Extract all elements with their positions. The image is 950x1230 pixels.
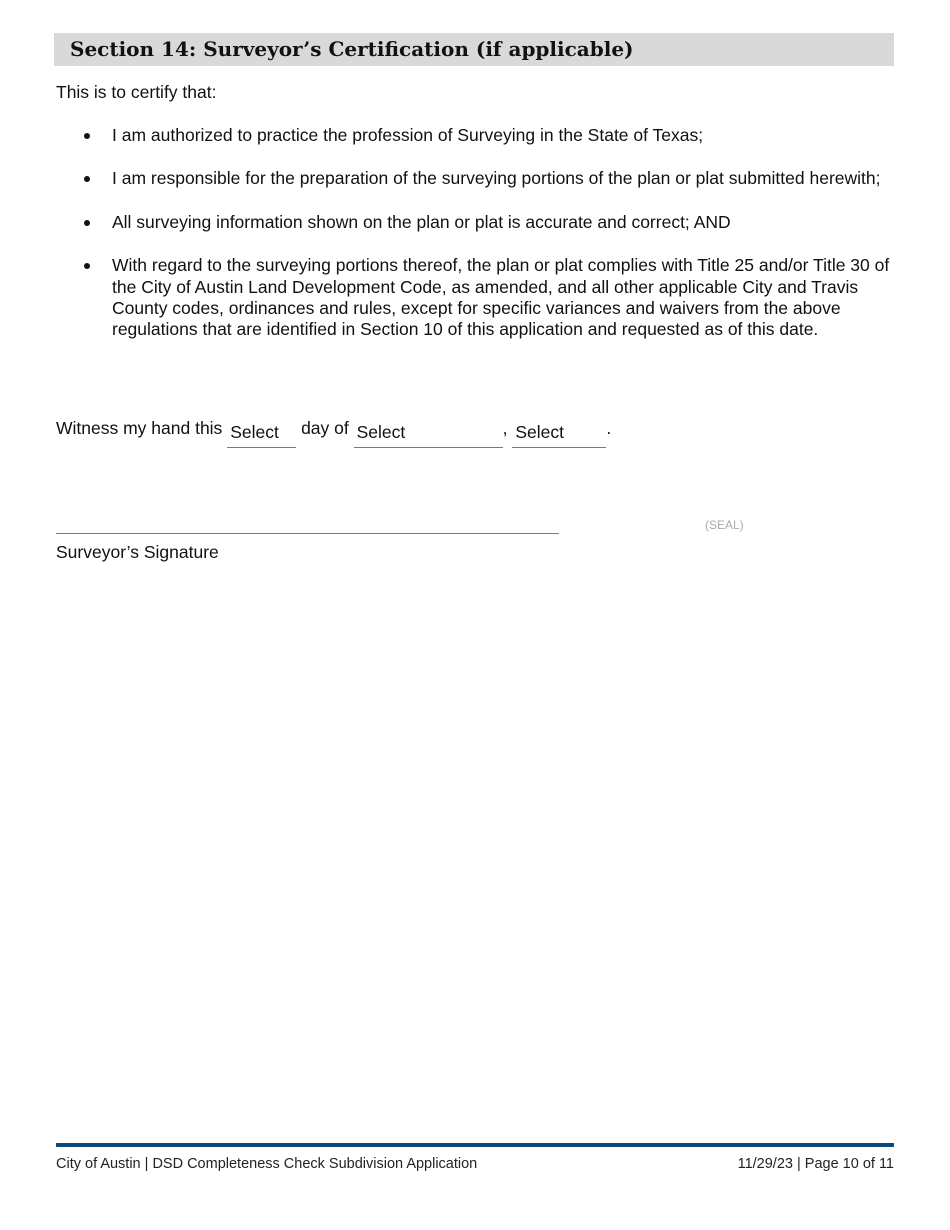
list-item xyxy=(56,168,901,189)
period-text: . xyxy=(606,418,612,438)
bullet-icon xyxy=(84,176,90,182)
list-item-text: With regard to the surveying portions thereof, the plan or plat complies with Title 25 and/or Title 30 of the City of Austin Land Development Code, as amended, and all other applicable City and Travis County codes, ordinances and rules, except for specific variances and waivers from the above regulations that are identified in Section 10 of this application and requested as of this date. xyxy=(112,255,890,340)
month-select[interactable]: Select xyxy=(354,417,503,448)
footer-rule xyxy=(56,1143,894,1147)
day-of-text: day of xyxy=(301,418,349,438)
seal-label: (SEAL) xyxy=(705,518,744,532)
list-item xyxy=(56,125,901,146)
comma-text: , xyxy=(502,418,508,438)
signature-line[interactable] xyxy=(56,533,559,534)
certification-list xyxy=(56,125,901,363)
witness-prefix: Witness my hand this xyxy=(56,418,223,438)
signature-label: Surveyor’s Signature xyxy=(56,542,219,562)
list-item xyxy=(56,212,901,233)
day-select[interactable]: Select xyxy=(227,417,296,448)
bullet-icon xyxy=(84,133,90,139)
footer-title: City of Austin | DSD Completeness Check Subdivision Application xyxy=(56,1156,478,1172)
footer-page-info: 11/29/23 | Page 10 of 11 xyxy=(737,1156,894,1172)
section-header xyxy=(54,33,894,66)
list-item-text: I am responsible for the preparation of the surveying portions of the plan or plat submitted herewith; xyxy=(112,168,881,189)
year-select[interactable]: Select xyxy=(512,417,606,448)
list-item-text: All surveying information shown on the plan or plat is accurate and correct; AND xyxy=(112,211,731,232)
list-item-text: I am authorized to practice the profession of Surveying in the State of Texas; xyxy=(112,125,704,145)
witness-line xyxy=(56,408,611,448)
section-title: Section 14: Surveyor’s Certification (if applicable) xyxy=(70,37,634,61)
bullet-icon xyxy=(84,220,90,226)
list-item xyxy=(56,255,901,341)
bullet-icon xyxy=(84,263,90,269)
intro-text: This is to certify that: xyxy=(56,82,217,102)
